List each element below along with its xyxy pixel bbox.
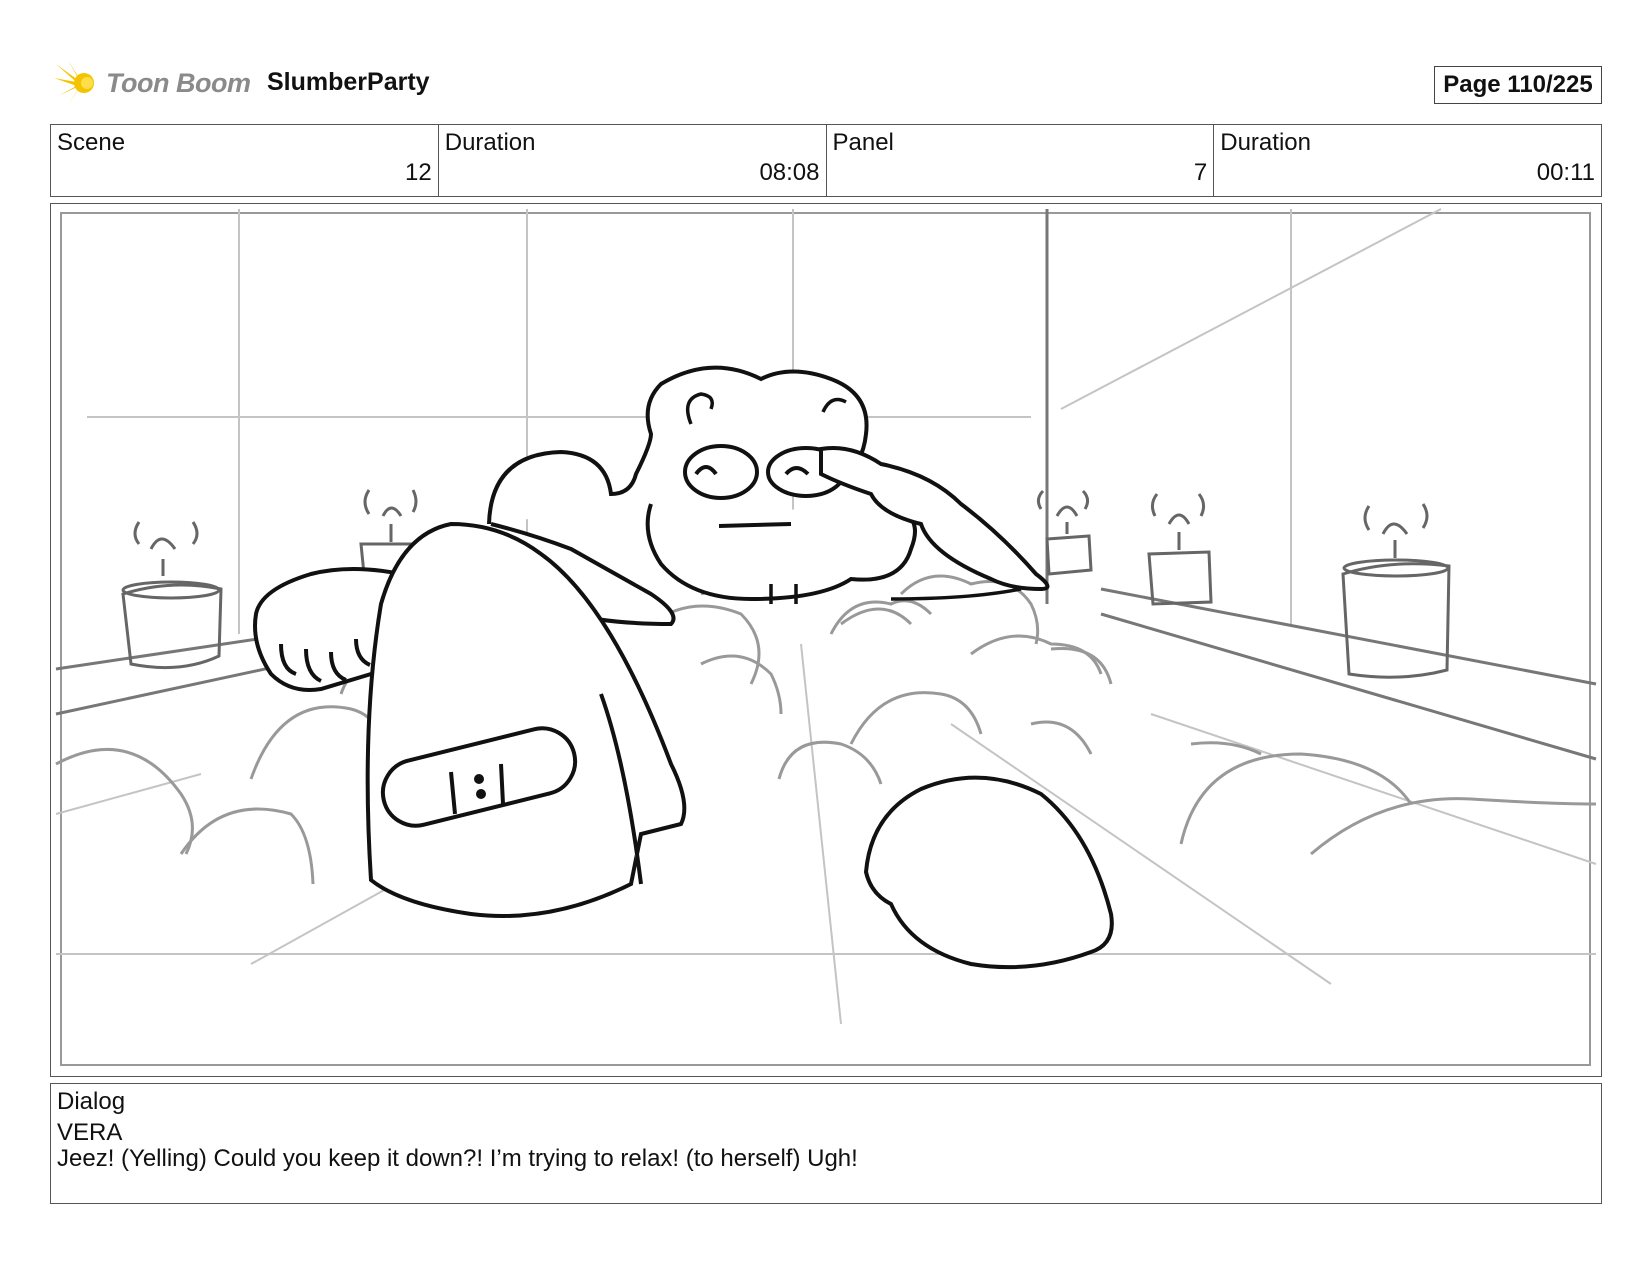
- scene-value: 12: [405, 159, 432, 186]
- scene-duration-label: Duration: [444, 129, 536, 156]
- panel-cell: [827, 125, 1215, 196]
- scene-info-table: [50, 124, 1602, 197]
- dialog-box: [50, 1083, 1602, 1204]
- project-title: SlumberParty: [267, 68, 430, 96]
- page-indicator: Page 110/225: [1434, 66, 1602, 104]
- storyboard-panel: [50, 203, 1602, 1077]
- storyboard-sketch-image: [51, 204, 1600, 1075]
- dialog-label: Dialog: [57, 1088, 126, 1115]
- scene-duration-cell: [439, 125, 827, 196]
- scene-duration-value: 08:08: [759, 159, 820, 186]
- panel-duration-label: Duration: [1220, 129, 1311, 156]
- dialog-line: Jeez! (Yelling) Could you keep it down?! I’m trying to relax! (to herself) Ugh!: [57, 1145, 858, 1172]
- toon-boom-logo: [54, 58, 254, 108]
- panel-label: Panel: [832, 129, 894, 156]
- scene-label: Scene: [57, 129, 126, 156]
- scene-cell: [51, 125, 439, 196]
- vera-character: [255, 368, 1112, 967]
- logo-text: Toon Boom: [106, 68, 251, 98]
- dialog-speaker: VERA: [57, 1119, 123, 1146]
- panel-value: 7: [1193, 159, 1208, 186]
- starburst-icon: [54, 58, 110, 108]
- panel-duration-cell: [1214, 125, 1601, 196]
- panel-duration-value: 00:11: [1536, 159, 1595, 186]
